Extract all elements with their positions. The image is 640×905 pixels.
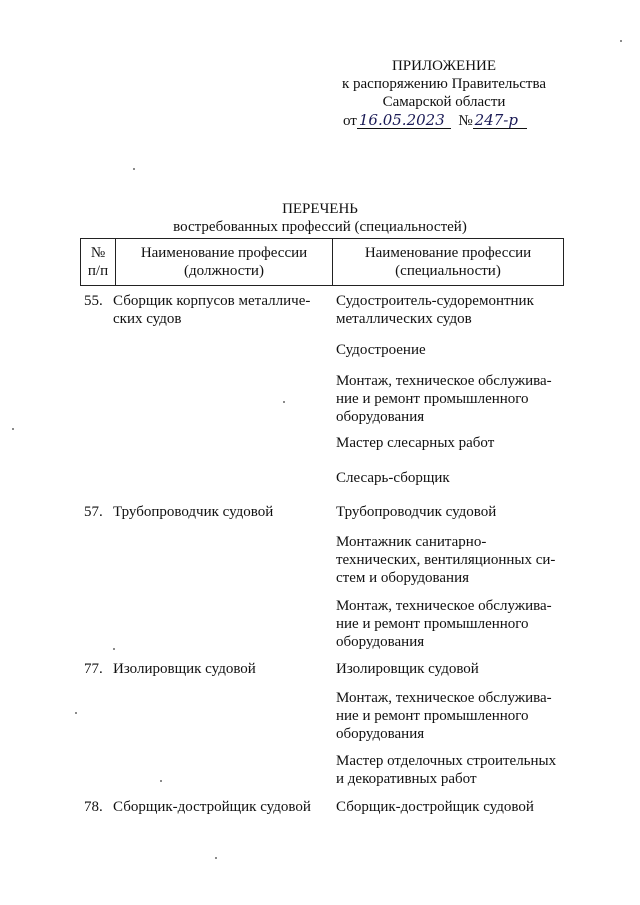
spec-line: Монтаж, техническое обслужива- xyxy=(336,598,552,614)
scan-speck xyxy=(75,712,77,714)
spec-line: Мастер отделочных строительных xyxy=(336,753,557,769)
spec-line: Монтаж, техническое обслужива- xyxy=(336,373,552,389)
spec-line: стем и оборудования xyxy=(336,570,470,586)
spec-item xyxy=(336,434,564,452)
job-line-1: Изолировщик судовой xyxy=(113,661,256,677)
spec-line: Изолировщик судовой xyxy=(336,661,479,677)
spec-line: Судостроение xyxy=(336,342,426,358)
appendix-title: ПРИЛОЖЕНИЕ xyxy=(391,58,497,74)
document-title: ПЕРЕЧЕНЬ xyxy=(282,201,358,217)
row-number: 55. xyxy=(84,293,103,309)
row-job-title xyxy=(113,292,323,328)
number-handwritten: 247-р xyxy=(473,112,527,129)
spec-line: Монтаж, техническое обслужива- xyxy=(336,690,552,706)
spec-item xyxy=(336,752,564,788)
col-header-spec xyxy=(333,239,564,286)
scan-speck xyxy=(620,40,622,42)
spec-item xyxy=(336,533,564,587)
col-num-line-1: № xyxy=(90,245,106,261)
spec-line: Судостроитель-судоремонтник xyxy=(336,293,534,309)
spec-item xyxy=(336,292,564,328)
job-line-1: Трубопроводчик судовой xyxy=(113,504,274,520)
table-header xyxy=(80,238,564,286)
spec-item xyxy=(336,503,564,521)
spec-item xyxy=(336,372,564,426)
order-reference xyxy=(343,112,527,130)
col-spec-line-1: Наименование профессии xyxy=(364,245,532,261)
spec-item xyxy=(336,798,564,816)
row-number: 78. xyxy=(84,799,103,815)
spec-line: ние и ремонт промышленного xyxy=(336,391,529,407)
col-header-job xyxy=(116,239,333,286)
scan-speck xyxy=(113,648,115,650)
spec-line: оборудования xyxy=(336,726,425,742)
appendix-line-2: Самарской области xyxy=(382,94,506,110)
row-job-title xyxy=(113,798,323,816)
row-job-title xyxy=(113,660,323,678)
row-job-title xyxy=(113,503,323,521)
spec-item xyxy=(336,469,564,487)
col-job-line-1: Наименование профессии xyxy=(140,245,308,261)
spec-line: металлических судов xyxy=(336,311,472,327)
date-handwritten: 16.05.2023 xyxy=(357,112,451,129)
job-line-1: Сборщик корпусов металличе- xyxy=(113,293,311,309)
document-subtitle: востребованных профессий (специальностей) xyxy=(173,219,467,235)
row-number: 77. xyxy=(84,661,103,677)
col-spec-line-2: (специальности) xyxy=(395,263,501,279)
col-job-line-2: (должности) xyxy=(184,263,264,279)
spec-line: Слесарь-сборщик xyxy=(336,470,450,486)
spec-item xyxy=(336,660,564,678)
date-prefix: от xyxy=(343,113,357,129)
job-line-1: Сборщик-достройщик судовой xyxy=(113,799,311,815)
document-title-block xyxy=(150,200,490,236)
number-prefix: № xyxy=(458,113,473,129)
job-line-2: ских судов xyxy=(113,311,182,327)
spec-line: технических, вентиляционных си- xyxy=(336,552,556,568)
spec-line: Сборщик-достройщик судовой xyxy=(336,799,534,815)
col-header-num xyxy=(81,239,116,286)
scan-speck xyxy=(160,780,162,782)
spec-line: ние и ремонт промышленного xyxy=(336,708,529,724)
scan-speck xyxy=(215,857,217,859)
col-num-line-2: п/п xyxy=(87,263,109,279)
spec-line: Монтажник санитарно- xyxy=(336,534,487,550)
spec-item xyxy=(336,689,564,743)
scan-speck xyxy=(283,401,285,403)
scan-speck xyxy=(12,428,14,430)
spec-line: ние и ремонт промышленного xyxy=(336,616,529,632)
spec-item xyxy=(336,597,564,651)
row-number: 57. xyxy=(84,504,103,520)
appendix-line-1: к распоряжению Правительства xyxy=(341,76,546,92)
appendix-header xyxy=(320,57,568,111)
spec-line: Мастер слесарных работ xyxy=(336,435,495,451)
spec-item xyxy=(336,341,564,359)
spec-line: оборудования xyxy=(336,409,425,425)
spec-line: Трубопроводчик судовой xyxy=(336,504,497,520)
spec-line: оборудования xyxy=(336,634,425,650)
scan-speck xyxy=(133,168,135,170)
spec-line: и декоративных работ xyxy=(336,771,477,787)
